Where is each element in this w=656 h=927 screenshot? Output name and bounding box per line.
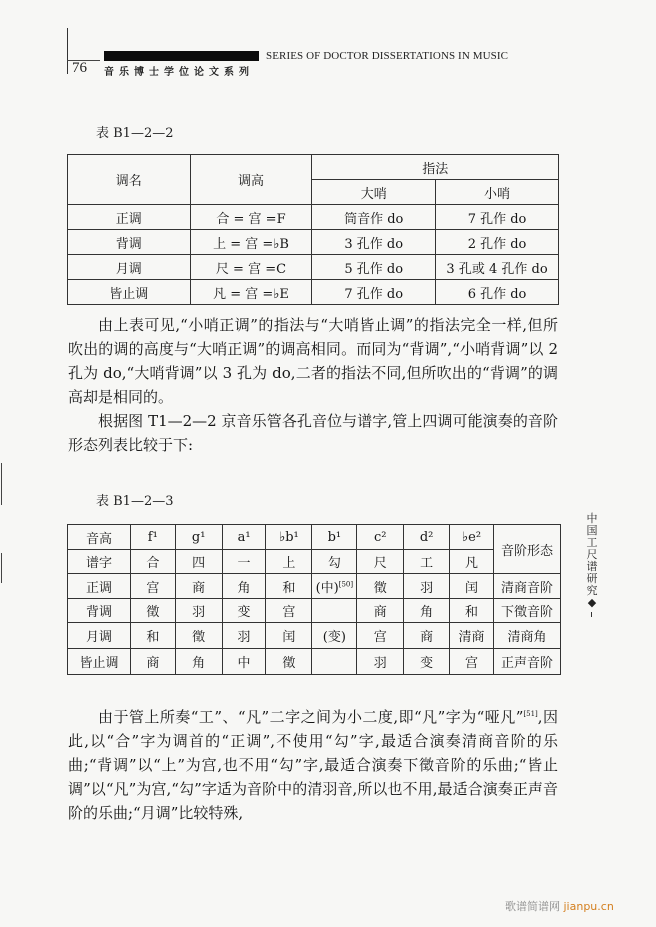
notation-cell: 工 bbox=[404, 550, 450, 574]
table-row bbox=[68, 255, 559, 280]
table1-header-key-pitch: 调高 bbox=[190, 155, 312, 205]
cell-small-flute: 7 孔作 do bbox=[436, 205, 559, 230]
degree-cell: 羽 bbox=[357, 649, 404, 675]
degree-cell: 羽 bbox=[222, 623, 266, 649]
table-row bbox=[68, 623, 561, 649]
pitch-cell: g¹ bbox=[175, 525, 222, 550]
degree-cell: 商 bbox=[404, 623, 450, 649]
header-rule-vertical bbox=[67, 28, 68, 74]
degree-cell: 羽 bbox=[175, 599, 222, 623]
pitch-cell: ♭e² bbox=[450, 525, 494, 550]
series-title-english: SERIES OF DOCTOR DISSERTATIONS IN MUSIC bbox=[266, 50, 509, 62]
cell-key-name: 皆止调 bbox=[68, 280, 191, 305]
footnote-ref: [51] bbox=[523, 710, 538, 718]
table-row bbox=[68, 599, 561, 623]
notation-cell: 合 bbox=[130, 550, 175, 574]
degree-text: (中) bbox=[315, 580, 339, 596]
row-label-notation: 谱字 bbox=[68, 550, 131, 574]
cell-key-pitch: 尺 = 宫 =C bbox=[190, 255, 312, 280]
degree-cell: 宫 bbox=[266, 599, 312, 623]
notation-cell: 上 bbox=[266, 550, 312, 574]
degree-cell: 和 bbox=[130, 623, 175, 649]
pitch-cell: f¹ bbox=[130, 525, 175, 550]
degree-cell: 变 bbox=[404, 649, 450, 675]
table2-scales bbox=[67, 524, 561, 675]
degree-cell bbox=[312, 649, 357, 675]
degree-cell: 角 bbox=[404, 599, 450, 623]
scale-form-cell: 清商音阶 bbox=[493, 574, 560, 599]
page-number: 76 bbox=[72, 60, 87, 76]
paragraph-1 bbox=[68, 313, 558, 409]
table1-header-key-name: 调名 bbox=[68, 155, 191, 205]
notation-cell: 凡 bbox=[450, 550, 494, 574]
row-label-pitch: 音高 bbox=[68, 525, 131, 550]
cell-small-flute: 6 孔作 do bbox=[436, 280, 559, 305]
cell-key-name: 正调 bbox=[68, 205, 191, 230]
scale-form-cell: 下徵音阶 bbox=[493, 599, 560, 623]
degree-cell: 宫 bbox=[450, 649, 494, 675]
table1-header-large-flute: 大哨 bbox=[312, 180, 436, 205]
degree-cell: 闰 bbox=[450, 574, 494, 599]
degree-cell: 商 bbox=[175, 574, 222, 599]
watermark-url: jianpu.cn bbox=[563, 900, 614, 913]
degree-cell: 商 bbox=[130, 649, 175, 675]
degree-cell: 宫 bbox=[357, 623, 404, 649]
table-row-pitches bbox=[68, 525, 561, 550]
degree-cell: 宫 bbox=[130, 574, 175, 599]
notation-cell: 勾 bbox=[312, 550, 357, 574]
degree-cell-with-footnote bbox=[312, 574, 357, 599]
paragraph-3-text-part2: ,因此,以“合”字为调首的“正调”,不使用“勾”字,最适合演奏清商音阶的乐曲;“背调”以“上”为宫,也不用“勾”字,最适合演奏下徵音阶的乐曲;“皆止调”以“凡”为宫,“勾”字适为音阶中的清羽音,所以也不用,最适合演奏正声音阶的乐曲;“月调”比较特殊, bbox=[68, 708, 558, 822]
footnote-ref: [50] bbox=[338, 580, 354, 589]
table-row bbox=[68, 205, 559, 230]
table-row bbox=[68, 280, 559, 305]
side-chapter-tab bbox=[585, 513, 599, 609]
degree-cell: 变 bbox=[222, 599, 266, 623]
scale-form-cell: 正声音阶 bbox=[493, 649, 560, 675]
table-row bbox=[68, 574, 561, 599]
paragraph-1-text: 由上表可见,“小哨正调”的指法与“大哨皆止调”的指法完全一样,但所吹出的调的高度与“大哨正调”的调高相同。而同为“背调”,“小哨背调”以 2 孔为 do,“大哨背调”以 3 孔为 do,二者的指法不同,但所吹出的“背调”的调高却是相同的。 bbox=[68, 316, 558, 406]
degree-cell: 中 bbox=[222, 649, 266, 675]
series-title-chinese: 音乐博士学位论文系列 bbox=[104, 67, 254, 78]
cell-large-flute: 3 孔作 do bbox=[312, 230, 436, 255]
cell-large-flute: 筒音作 do bbox=[312, 205, 436, 230]
side-tab-rule bbox=[591, 612, 592, 617]
cell-small-flute: 2 孔作 do bbox=[436, 230, 559, 255]
pitch-cell: d² bbox=[404, 525, 450, 550]
degree-cell: 闰 bbox=[266, 623, 312, 649]
cell-key-pitch: 凡 = 宫 =♭E bbox=[190, 280, 312, 305]
row-label-key: 皆止调 bbox=[68, 649, 131, 675]
watermark-site-name: 歌谱简谱网 bbox=[505, 900, 560, 913]
pitch-cell: c² bbox=[357, 525, 404, 550]
degree-cell: 徵 bbox=[175, 623, 222, 649]
degree-cell: 角 bbox=[175, 649, 222, 675]
site-watermark bbox=[505, 898, 614, 914]
pitch-cell: b¹ bbox=[312, 525, 357, 550]
side-tab-label: 中国工尺谱研究 bbox=[586, 512, 598, 597]
degree-cell: 角 bbox=[222, 574, 266, 599]
degree-cell: 和 bbox=[266, 574, 312, 599]
cell-key-name: 背调 bbox=[68, 230, 191, 255]
table-row bbox=[68, 649, 561, 675]
cell-key-pitch: 上 = 宫 =♭B bbox=[190, 230, 312, 255]
paragraph-3-text-part1: 由于管上所奏“工”、“凡”二字之间为小二度,即“凡”字为“哑凡” bbox=[98, 708, 524, 726]
notation-cell: 尺 bbox=[357, 550, 404, 574]
table-row-notation bbox=[68, 550, 561, 574]
row-label-key: 背调 bbox=[68, 599, 131, 623]
paragraph-3 bbox=[68, 705, 558, 825]
diamond-icon: ◆ bbox=[587, 596, 597, 609]
pitch-cell: ♭b¹ bbox=[266, 525, 312, 550]
degree-cell bbox=[312, 599, 357, 623]
paragraph-3-text bbox=[68, 705, 558, 825]
cell-large-flute: 5 孔作 do bbox=[312, 255, 436, 280]
row-label-key: 正调 bbox=[68, 574, 131, 599]
table2-caption: 表 B1—2—3 bbox=[96, 494, 174, 509]
degree-cell: (变) bbox=[312, 623, 357, 649]
margin-scan-line bbox=[1, 553, 2, 583]
degree-cell: 羽 bbox=[404, 574, 450, 599]
degree-cell: 清商 bbox=[450, 623, 494, 649]
row-label-key: 月调 bbox=[68, 623, 131, 649]
cell-key-name: 月调 bbox=[68, 255, 191, 280]
table1-fingering bbox=[67, 154, 559, 305]
degree-cell: 徵 bbox=[357, 574, 404, 599]
table1-header-fingering: 指法 bbox=[312, 155, 559, 180]
cell-small-flute: 3 孔或 4 孔作 do bbox=[436, 255, 559, 280]
degree-cell: 徵 bbox=[130, 599, 175, 623]
table1-header-small-flute: 小哨 bbox=[436, 180, 559, 205]
table1-caption: 表 B1—2—2 bbox=[96, 126, 174, 141]
paragraph-2 bbox=[68, 409, 558, 457]
scale-form-header: 音阶形态 bbox=[493, 525, 560, 574]
paragraph-2-text: 根据图 T1—2—2 京音乐管各孔音位与谱字,管上四调可能演奏的音阶形态列表比较于下: bbox=[68, 412, 558, 454]
table-row bbox=[68, 230, 559, 255]
pitch-cell: a¹ bbox=[222, 525, 266, 550]
margin-scan-line bbox=[1, 463, 2, 505]
degree-cell: 徵 bbox=[266, 649, 312, 675]
header-black-bar bbox=[104, 51, 259, 61]
cell-large-flute: 7 孔作 do bbox=[312, 280, 436, 305]
cell-key-pitch: 合 = 宫 =F bbox=[190, 205, 312, 230]
scale-form-cell: 清商角 bbox=[493, 623, 560, 649]
degree-cell: 商 bbox=[357, 599, 404, 623]
notation-cell: 一 bbox=[222, 550, 266, 574]
notation-cell: 四 bbox=[175, 550, 222, 574]
degree-cell: 和 bbox=[450, 599, 494, 623]
